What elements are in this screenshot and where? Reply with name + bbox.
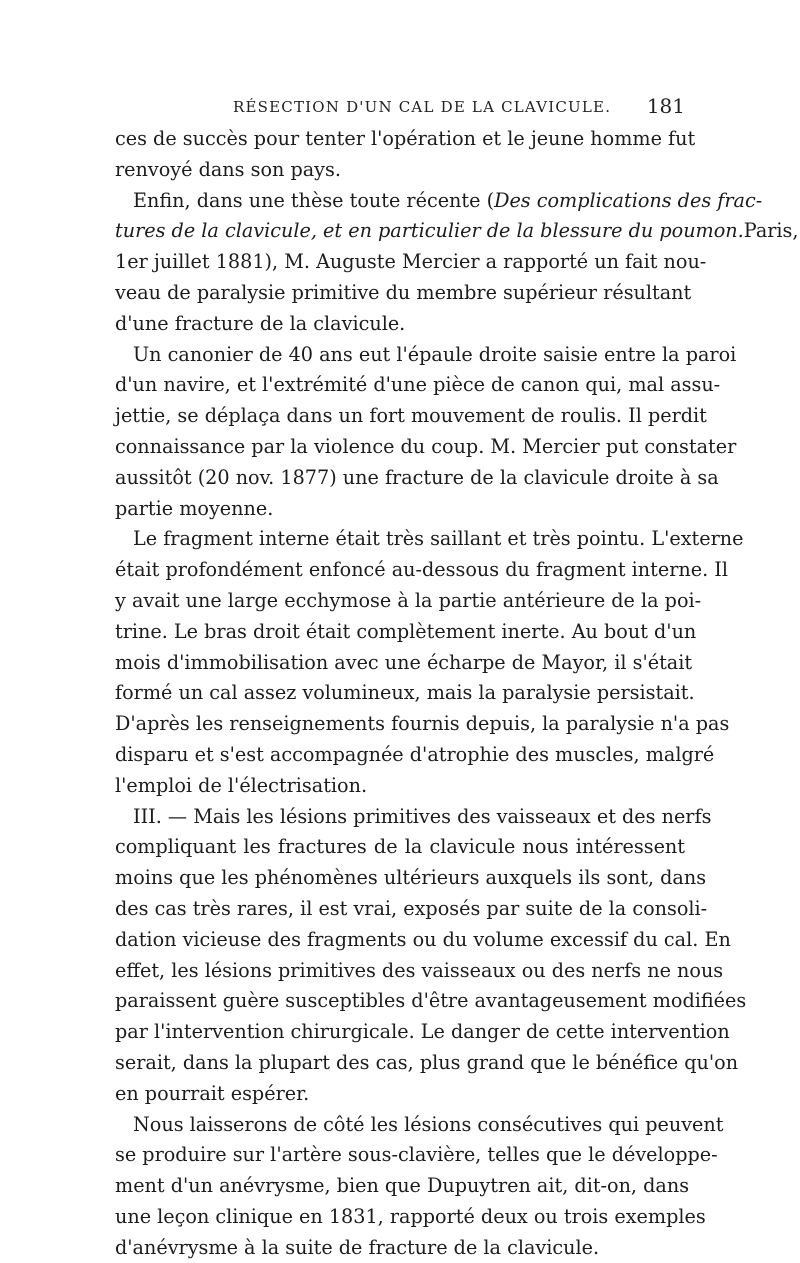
- text-span: Enfin, dans une thèse toute récente (: [133, 188, 495, 212]
- text-line: renvoyé dans son pays.: [115, 157, 341, 181]
- text-line: par l'intervention chirurgicale. Le danger de cette intervention: [115, 1020, 730, 1044]
- text-line: Nous laisserons de côté les lésions consécutives qui peuvent: [133, 1112, 724, 1136]
- text-line: effet, les lésions primitives des vaisseaux ou des nerfs ne nous: [115, 958, 724, 982]
- text-line: [115, 216, 799, 247]
- text-line: mois d'immobilisation avec une écharpe de Mayor, il s'était: [115, 650, 693, 674]
- text-span: Paris,: [743, 219, 799, 243]
- text-line: D'après les renseignements fournis depuis, la paralysie n'a pas: [115, 712, 730, 736]
- text-line: ces de succès pour tenter l'opération et le jeune homme fut: [115, 127, 696, 150]
- text-line: serait, dans la plupart des cas, plus grand que le bénéfice qu'on: [115, 1050, 739, 1074]
- text-line: connaissance par la violence du coup. M. Mercier put constater: [115, 434, 737, 458]
- book-title-italic: tures de la clavicule, et en particulier de la blessure du poumon.: [115, 219, 744, 243]
- text-line: III. — Mais les lésions primitives des vaisseaux et des nerfs: [133, 804, 712, 828]
- text-line: moins que les phénomènes ultérieurs auxquels ils sont, dans: [115, 866, 707, 890]
- page-number: 181: [646, 94, 685, 118]
- text-line: des cas très rares, il est vrai, exposés par suite de la consoli-: [115, 896, 708, 920]
- text-line: aussitôt (20 nov. 1877) une fracture de la clavicule droite à sa: [115, 465, 719, 489]
- text-line: d'une fracture de la clavicule.: [115, 311, 406, 335]
- text-line: paraissent guère susceptibles d'être avantageusement modifiées: [115, 989, 747, 1013]
- text-line: partie moyenne.: [115, 496, 274, 520]
- body-text: [115, 124, 799, 1263]
- text-line: Le fragment interne était très saillant et très pointu. L'externe: [133, 527, 744, 551]
- running-title: RÉSECTION D'UN CAL DE LA CLAVICULE.: [233, 98, 612, 116]
- page-header: [115, 94, 685, 124]
- book-title-italic: Des complications des frac-: [494, 188, 763, 212]
- text-line: 1er juillet 1881), M. Auguste Mercier a rapporté un fait nou-: [115, 250, 707, 274]
- text-line: formé un cal assez volumineux, mais la paralysie persistait.: [115, 681, 695, 705]
- text-line: dation vicieuse des fragments ou du volume excessif du cal. En: [115, 927, 731, 951]
- text-line: se produire sur l'artère sous-clavière, telles que le développe-: [115, 1143, 718, 1167]
- text-line: [115, 186, 763, 217]
- text-line: une leçon clinique en 1831, rapporté deux ou trois exemples: [115, 1204, 706, 1228]
- text-line: d'un navire, et l'extrémité d'une pièce de canon qui, mal assu-: [115, 373, 721, 397]
- text-line: veau de paralysie primitive du membre supérieur résultant: [115, 280, 692, 304]
- text-line: trine. Le bras droit était complètement inerte. Au bout d'un: [115, 619, 697, 643]
- text-line: en pourrait espérer.: [115, 1081, 310, 1105]
- text-line: d'anévrysme à la suite de fracture de la clavicule.: [115, 1235, 600, 1259]
- text-line: jettie, se déplaça dans un fort mouvement de roulis. Il perdit: [115, 404, 707, 428]
- text-line: ment d'un anévrysme, bien que Dupuytren ait, dit-on, dans: [115, 1174, 690, 1198]
- text-line: l'emploi de l'électrisation.: [115, 773, 368, 797]
- text-line: compliquant les fractures de la clavicule nous intéressent: [115, 835, 685, 859]
- text-line: était profondément enfoncé au-dessous du fragment interne. Il: [115, 558, 729, 582]
- text-line: y avait une large ecchymose à la partie antérieure de la poi-: [115, 588, 702, 612]
- text-line: Un canonier de 40 ans eut l'épaule droite saisie entre la paroi: [133, 342, 737, 366]
- text-line: disparu et s'est accompagnée d'atrophie des muscles, malgré: [115, 742, 715, 766]
